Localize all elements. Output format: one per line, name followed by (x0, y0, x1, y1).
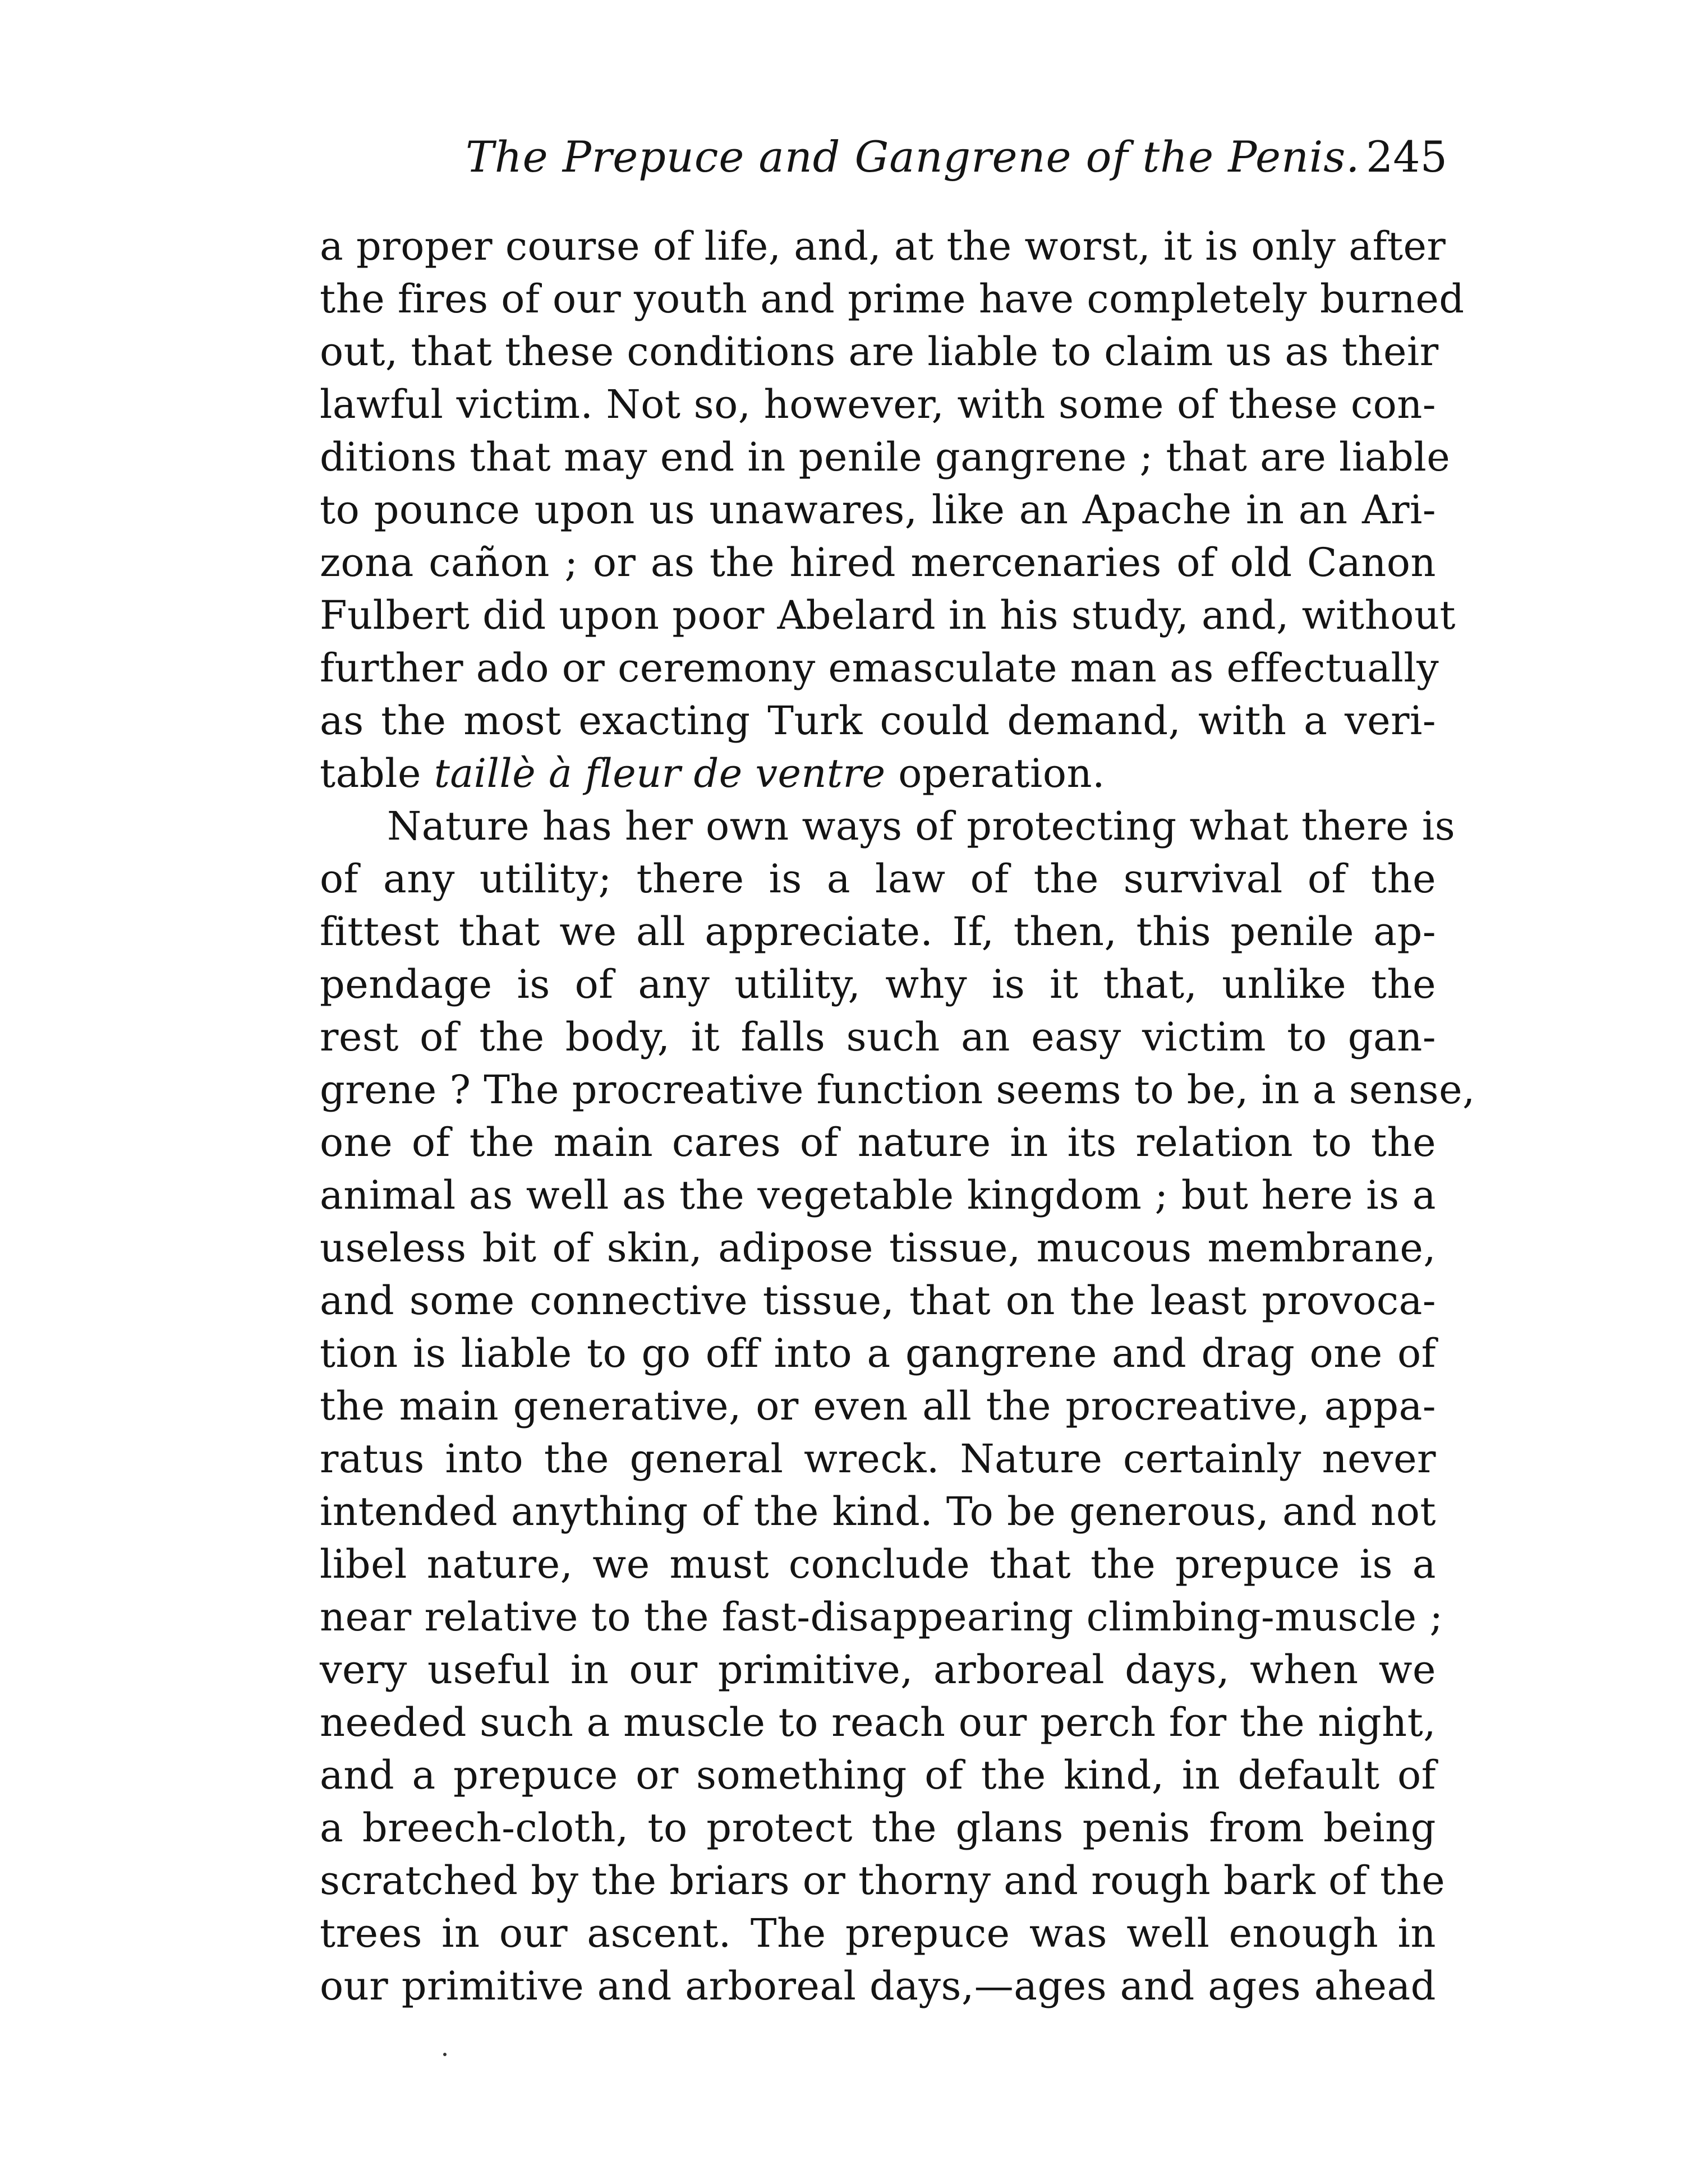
page-number: 245 (1365, 132, 1447, 182)
text-line: intended anything of the kind. To be generous, and not (320, 1489, 1436, 1535)
italic-phrase: taillè à fleur de ventre (434, 750, 886, 796)
text-line: of any utility; there is a law of the survival of the (320, 856, 1436, 902)
text-line: trees in our ascent. The prepuce was well enough in (320, 1910, 1436, 1956)
text-line: a proper course of life, and, at the worst, it is only after (320, 223, 1446, 269)
text-line: zona cañon ; or as the hired mercenaries of old Canon (320, 540, 1436, 586)
text-line: pendage is of any utility, why is it that, unlike the (320, 961, 1436, 1007)
text-line: out, that these conditions are liable to claim us as their (320, 329, 1439, 375)
line-prefix: table (320, 750, 434, 796)
text-line: lawful victim. Not so, however, with some of these con- (320, 381, 1436, 427)
running-head (466, 126, 1447, 188)
text-line: one of the main cares of nature in its relation to the (320, 1119, 1436, 1165)
text-line: the main generative, or even all the procreative, appa- (320, 1383, 1436, 1429)
ink-speck (443, 2053, 447, 2056)
text-line: rest of the body, it falls such an easy victim to gan- (320, 1014, 1436, 1060)
paragraph-first-line: Nature has her own ways of protecting what there is (387, 803, 1456, 849)
text-line: tion is liable to go off into a gangrene and drag one of (320, 1330, 1436, 1376)
text-line: animal as well as the vegetable kingdom ; but here is a (320, 1172, 1436, 1218)
text-line: needed such a muscle to reach our perch for the night, (320, 1699, 1436, 1745)
text-line: fittest that we all appreciate. If, then, this penile ap- (320, 909, 1436, 955)
text-line: Fulbert did upon poor Abelard in his study, and, without (320, 592, 1456, 638)
running-title: The Prepuce and Gangrene of the Penis. (466, 132, 1360, 182)
text-line: and some connective tissue, that on the least provoca- (320, 1278, 1436, 1324)
text-line: a breech-cloth, to protect the glans penis from being (320, 1805, 1436, 1851)
text-line: and a prepuce or something of the kind, in default of (320, 1752, 1436, 1798)
text-line: further ado or ceremony emasculate man as effectually (320, 645, 1439, 691)
text-line: near relative to the fast-disappearing climbing-muscle ; (320, 1594, 1443, 1640)
line-suffix: operation. (885, 750, 1105, 796)
text-line: ditions that may end in penile gangrene ; that are liable (320, 434, 1451, 480)
paragraph-end-line (320, 747, 1436, 800)
body-text (320, 220, 1475, 2012)
text-line: very useful in our primitive, arboreal days, when we (320, 1647, 1436, 1693)
text-line: to pounce upon us unawares, like an Apache in an Ari- (320, 487, 1436, 533)
text-line: as the most exacting Turk could demand, with a veri- (320, 698, 1436, 744)
text-line: ratus into the general wreck. Nature certainly never (320, 1436, 1436, 1482)
text-line: our primitive and arboreal days,—ages and ages ahead (320, 1963, 1436, 2009)
text-line: the fires of our youth and prime have completely burned (320, 276, 1465, 322)
text-line: scratched by the briars or thorny and rough bark of the (320, 1858, 1446, 1904)
text-line: grene ? The procreative function seems to be, in a sense, (320, 1067, 1475, 1113)
text-line: libel nature, we must conclude that the prepuce is a (320, 1541, 1436, 1587)
text-line: useless bit of skin, adipose tissue, mucous membrane, (320, 1225, 1436, 1271)
